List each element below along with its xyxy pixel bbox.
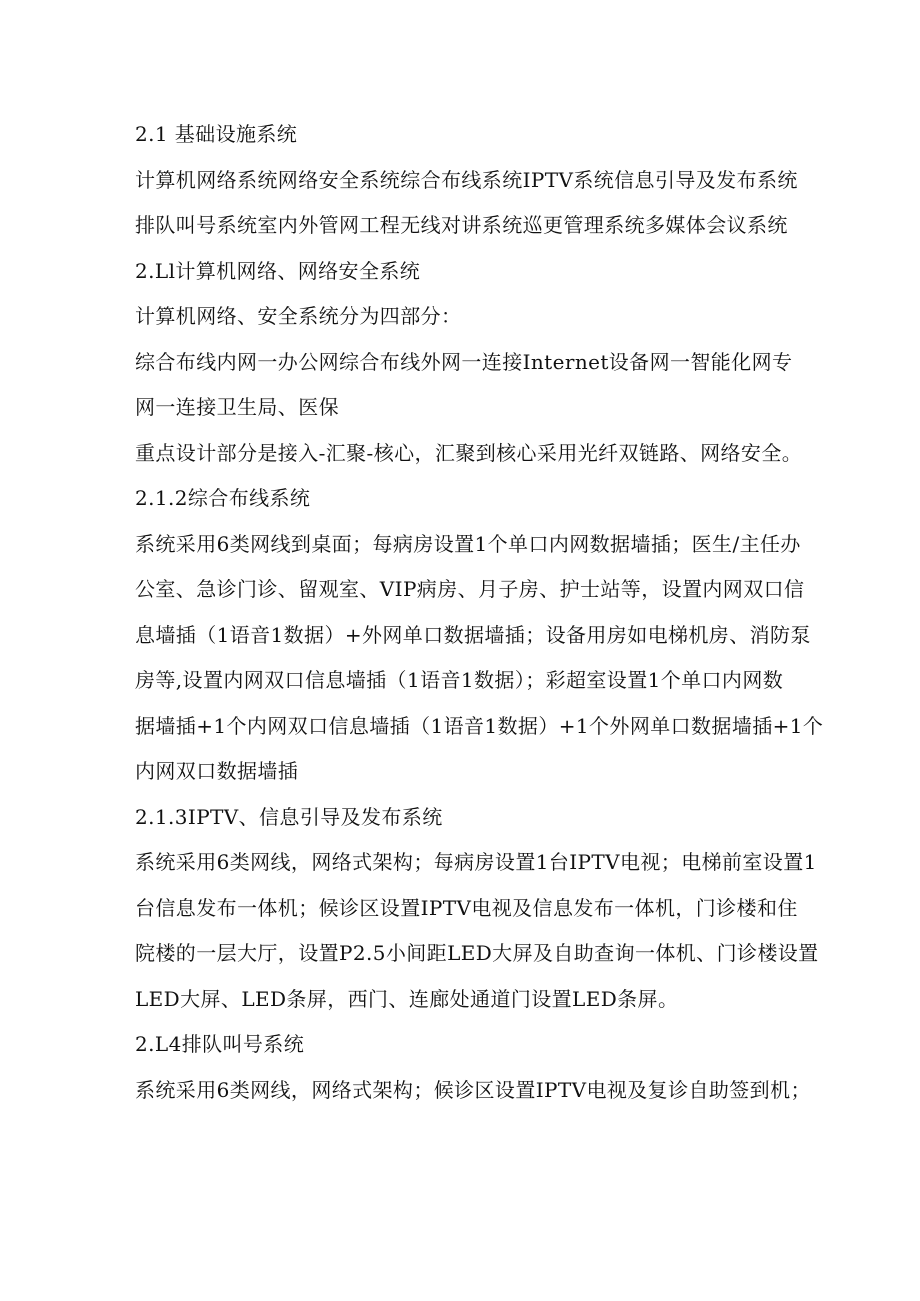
section-heading-2-1-2: 2.1.2综合布线系统 <box>135 486 311 510</box>
paragraph-line: 综合布线内网一办公网综合布线外网一连接Internet设备网一智能化网专 <box>135 349 793 374</box>
paragraph-line: 系统采用6类网线，网络式架构；候诊区设置IPTV电视及复诊自助签到机； <box>135 1077 811 1102</box>
section-heading-2-1-1: 2.Ll计算机网络、网络安全系统 <box>135 258 421 283</box>
paragraph-line: 息墙插（1语音1数据）+外网单口数据墙插；设备用房如电梯机房、消防泵 <box>135 622 811 647</box>
paragraph-line: 网一连接卫生局、医保 <box>135 395 339 419</box>
paragraph-line: 公室、急诊门诊、留观室、VIP病房、月子房、护士站等，设置内网双口信 <box>135 577 805 601</box>
section-heading-2-1-3: 2.1.3IPTV、信息引导及发布系统 <box>135 804 443 829</box>
paragraph-line: 内网双口数据墙插 <box>135 759 299 783</box>
section-heading-2-1-4: 2.L4排队叫号系统 <box>135 1032 305 1056</box>
paragraph-line: 排队叫号系统室内外管网工程无线对讲系统巡更管理系统多媒体会议系统 <box>135 213 788 237</box>
paragraph-line: 重点设计部分是接入-汇聚-核心，汇聚到核心采用光纤双链路、网络安全。 <box>135 440 803 465</box>
paragraph-line: LED大屏、LED条屏，西门、连廊处通道门设置LED条屏。 <box>135 986 679 1011</box>
paragraph-line: 据墙插+1个内网双口信息墙插（1语音1数据）+1个外网单口数据墙插+1个 <box>135 713 824 738</box>
paragraph-line: 系统采用6类网线到桌面；每病房设置1个单口内网数据墙插；医生/主任办 <box>135 531 801 556</box>
paragraph-line: 台信息发布一体机；候诊区设置IPTV电视及信息发布一体机，门诊楼和住 <box>135 895 798 920</box>
paragraph-line: 系统采用6类网线，网络式架构；每病房设置1台IPTV电视；电梯前室设置1 <box>135 850 817 874</box>
paragraph-line: 计算机网络系统网络安全系统综合布线系统IPTV系统信息引导及发布系统 <box>135 167 798 192</box>
paragraph-line: 计算机网络、安全系统分为四部分： <box>135 304 462 328</box>
document-body <box>135 112 824 1113</box>
paragraph-line: 院楼的一层大厅，设置P2.5小间距LED大屏及自助查询一体机、门诊楼设置 <box>135 941 819 965</box>
section-heading-2-1: 2.1 基础设施系统 <box>135 122 298 146</box>
paragraph-line: 房等,设置内网双口信息墙插（1语音1数据）；彩超室设置1个单口内网数 <box>135 668 784 692</box>
